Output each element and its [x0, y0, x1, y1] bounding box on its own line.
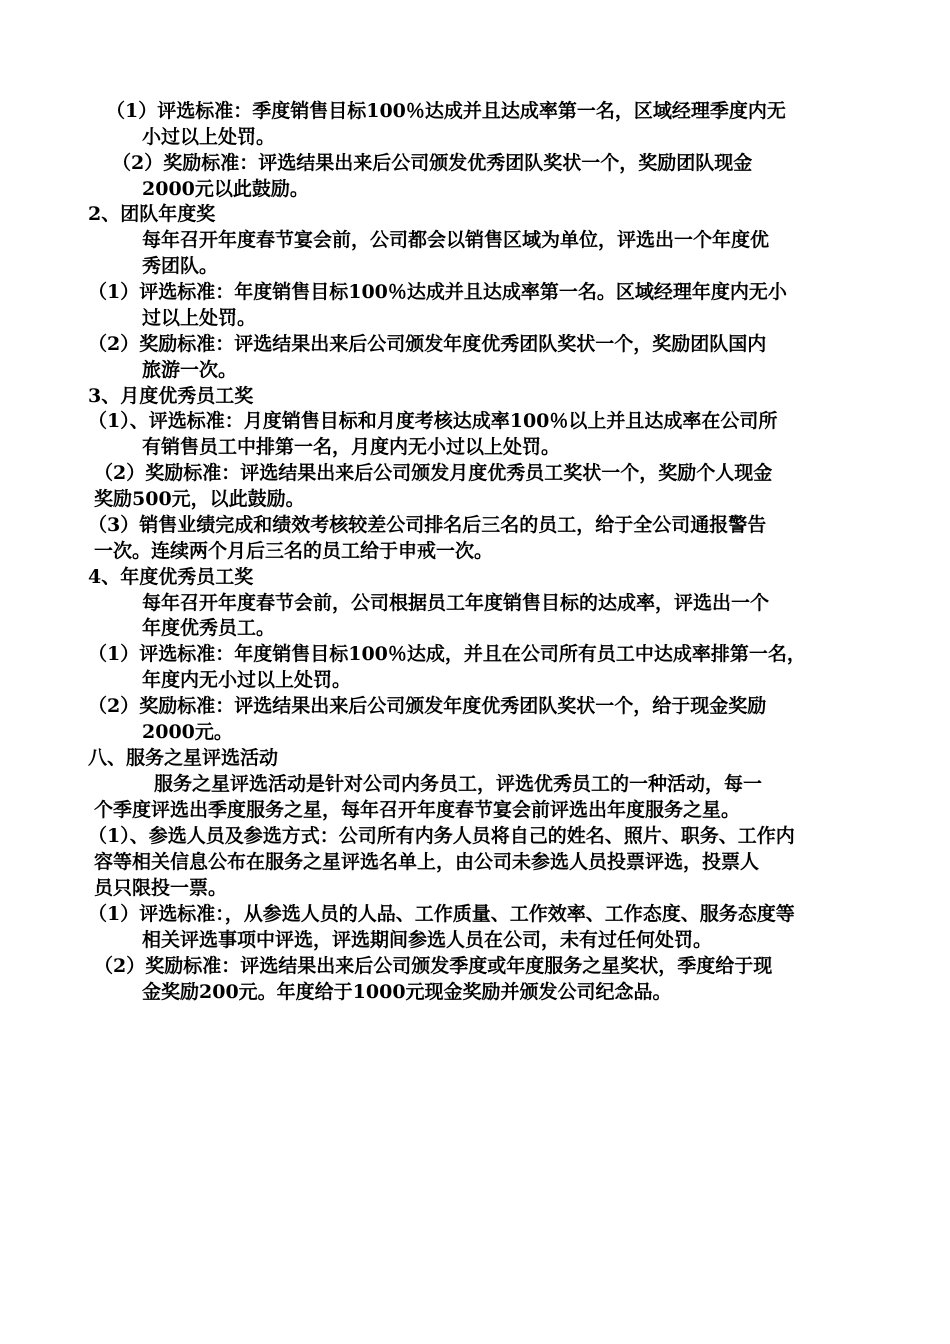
- section-heading: 2、团队年度奖: [88, 203, 216, 225]
- text-line: 相关评选事项中评选，评选期间参选人员在公司，未有过任何处罚。: [142, 929, 713, 951]
- text-line: （1）评选标准：年度销售目标100％达成，并且在公司所有员工中达成率排第一名，: [88, 643, 806, 665]
- text-line: （2）奖励标准：评选结果出来后公司颁发优秀团队奖状一个，奖励团队现金: [112, 152, 753, 174]
- text-line: 个季度评选出季度服务之星，每年召开年度春节宴会前评选出年度服务之星。: [94, 799, 741, 821]
- text-line: 每年召开年度春节宴会前，公司都会以销售区域为单位，评选出一个年度优: [142, 229, 770, 251]
- text-line: 年度优秀员工。: [142, 617, 276, 639]
- text-line: 员只限投一票。: [94, 877, 228, 899]
- section-heading: 4、年度优秀员工奖: [88, 566, 254, 588]
- text-line: 过以上处罚。: [142, 307, 257, 329]
- text-line: 2000元。: [142, 721, 233, 743]
- text-line: （2）奖励标准：评选结果出来后公司颁发年度优秀团队奖状一个，给于现金奖励: [88, 695, 767, 717]
- text-line: 服务之星评选活动是针对公司内务员工，评选优秀员工的一种活动，每一: [154, 773, 763, 795]
- text-line: （1）评选标准：年度销售目标100％达成并且达成率第一名。区域经理年度内无小: [88, 281, 787, 303]
- text-line: 小过以上处罚。: [142, 126, 276, 148]
- text-line: 秀团队。: [142, 255, 219, 277]
- text-line: 一次。连续两个月后三名的员工给于申戒一次。: [94, 540, 494, 562]
- text-line: 每年召开年度春节会前，公司根据员工年度销售目标的达成率，评选出一个: [142, 592, 770, 614]
- text-line: （1）评选标准：季度销售目标100％达成并且达成率第一名，区域经理季度内无: [106, 100, 786, 122]
- section-heading: 八、服务之星评选活动: [88, 747, 279, 769]
- text-line: （1）、评选标准：月度销售目标和月度考核达成率100％以上并且达成率在公司所: [88, 410, 778, 432]
- text-line: 年度内无小过以上处罚。: [142, 669, 352, 691]
- text-line: （2）奖励标准：评选结果出来后公司颁发季度或年度服务之星奖状，季度给于现: [94, 955, 773, 977]
- text-line: 2000元以此鼓励。: [142, 178, 309, 200]
- text-line: （1）评选标准：，从参选人员的人品、工作质量、工作效率、工作态度、服务态度等: [88, 903, 795, 925]
- text-line: （3）销售业绩完成和绩效考核较差公司排名后三名的员工，给于全公司通报警告: [88, 514, 767, 536]
- text-line: （2）奖励标准：评选结果出来后公司颁发年度优秀团队奖状一个，奖励团队国内: [88, 333, 767, 355]
- text-line: 金奖励200元。年度给于1000元现金奖励并颁发公司纪念品。: [142, 981, 672, 1003]
- section-heading: 3、月度优秀员工奖: [88, 385, 254, 407]
- text-line: （2）奖励标准：评选结果出来后公司颁发月度优秀员工奖状一个，奖励个人现金: [94, 462, 773, 484]
- text-line: 旅游一次。: [142, 359, 238, 381]
- text-line: 奖励500元，以此鼓励。: [94, 488, 305, 510]
- text-line: 有销售员工中排第一名，月度内无小过以上处罚。: [142, 436, 561, 458]
- text-line: 容等相关信息公布在服务之星评选名单上，由公司未参选人员投票评选，投票人: [94, 851, 760, 873]
- text-line: （1）、参选人员及参选方式：公司所有内务人员将自己的姓名、照片、职务、工作内: [88, 825, 795, 847]
